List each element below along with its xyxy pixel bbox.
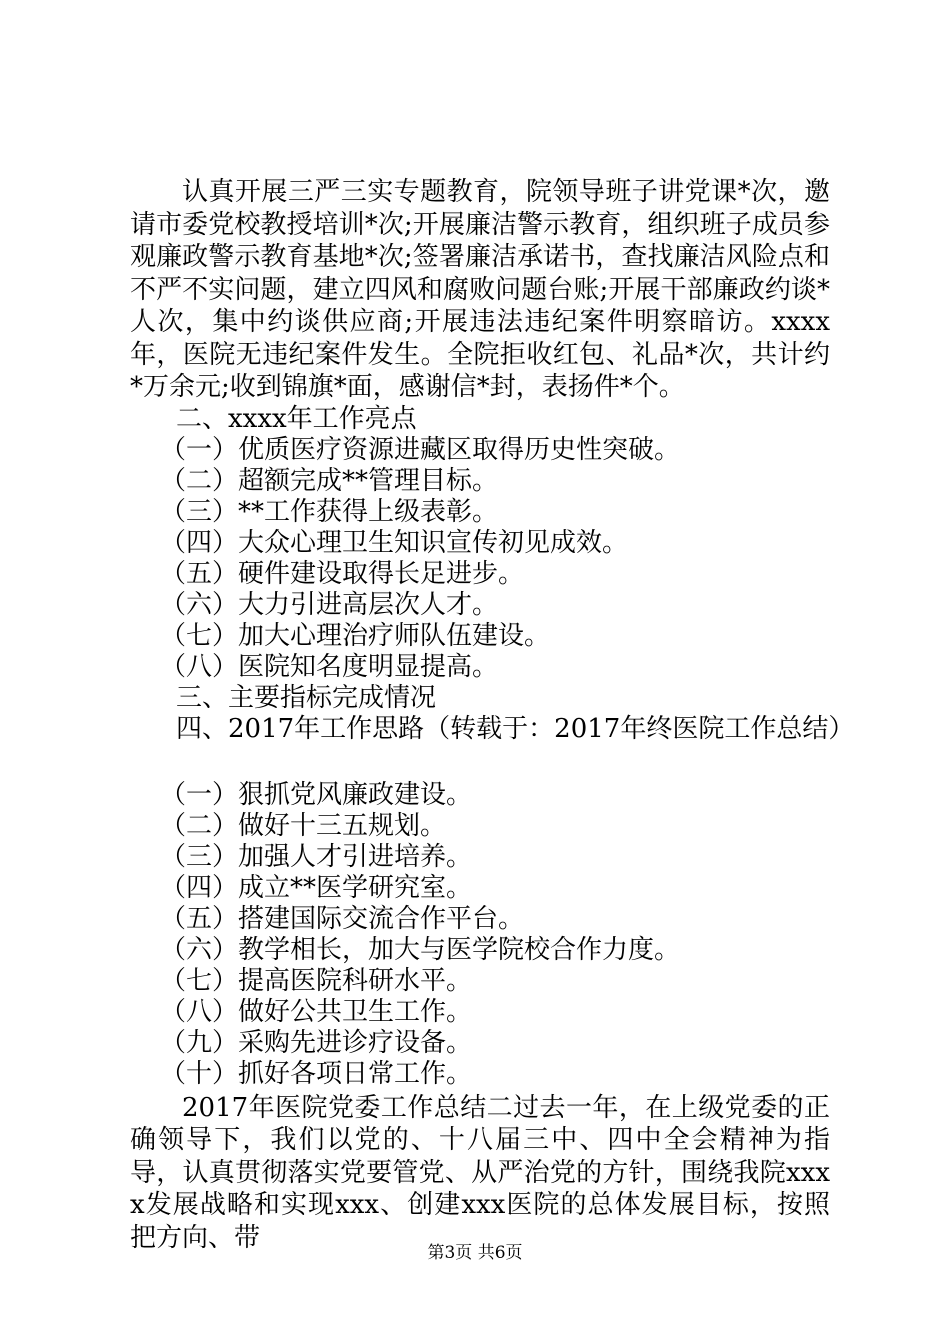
section-heading-indicators: 三、主要指标完成情况 [176, 682, 437, 713]
list-item-highlight: （七）加大心理治疗师队伍建设。 [160, 620, 551, 651]
blank-line [130, 745, 830, 780]
page-number-footer: 第3页 共6页 [427, 1243, 523, 1263]
list-item-plan: （七）提高医院科研水平。 [160, 965, 473, 996]
list-item-plan: （九）采购先进诊疗设备。 [160, 1027, 473, 1058]
list-item-highlight: （二）超额完成**管理目标。 [160, 465, 499, 496]
section-heading-highlights: 二、xxxx年工作亮点 [176, 403, 417, 434]
list-item-highlight: （五）硬件建设取得长足进步。 [160, 558, 525, 589]
list-item-highlight: （三）**工作获得上级表彰。 [160, 496, 499, 527]
paragraph-party-committee-summary: 2017年医院党委工作总结二过去一年，在上级党委的正确领导下，我们以党的、十八届三中、四中全会精神为指导，认真贯彻落实党要管党、从严治党的方针，围绕我院xxxx发展战略和实现xxx、创建xxx医院的总体发展目标，按照把方向、带 [130, 1092, 830, 1253]
paragraph-integrity-work: 认真开展三严三实专题教育，院领导班子讲党课*次，邀请市委党校教授培训*次;开展廉洁警示教育，组织班子成员参观廉政警示教育基地*次;签署廉洁承诺书，查找廉洁风险点和不严不实问题，建立四风和腐败问题台账;开展干部廉政约谈*人次，集中约谈供应商;开展违法违纪案件明察暗访。xxxx年，医院无违纪案件发生。全院拒收红包、礼品*次，共计约*万余元;收到锦旗*面，感谢信*封，表扬件*个。 [130, 177, 830, 402]
list-item-plan: （五）搭建国际交流合作平台。 [160, 903, 525, 934]
section-heading-plans: 四、2017年工作思路（转载于：2017年终医院工作总结） [176, 713, 855, 744]
list-item-plan: （一）狠抓党风廉政建设。 [160, 779, 473, 810]
list-item-highlight: （四）大众心理卫生知识宣传初见成效。 [160, 527, 629, 558]
list-item-plan: （二）做好十三五规划。 [160, 810, 447, 841]
list-item-plan: （六）教学相长，加大与医学院校合作力度。 [160, 934, 681, 965]
document-body [130, 176, 855, 1254]
list-item-plan: （四）成立**医学研究室。 [160, 872, 473, 903]
list-item-plan: （十）抓好各项日常工作。 [160, 1058, 473, 1089]
list-item-highlight: （一）优质医疗资源进藏区取得历史性突破。 [160, 434, 681, 465]
list-item-highlight: （八）医院知名度明显提高。 [160, 651, 499, 682]
list-item-plan: （三）加强人才引进培养。 [160, 841, 473, 872]
list-item-plan: （八）做好公共卫生工作。 [160, 996, 473, 1027]
list-item-highlight: （六）大力引进高层次人才。 [160, 589, 499, 620]
